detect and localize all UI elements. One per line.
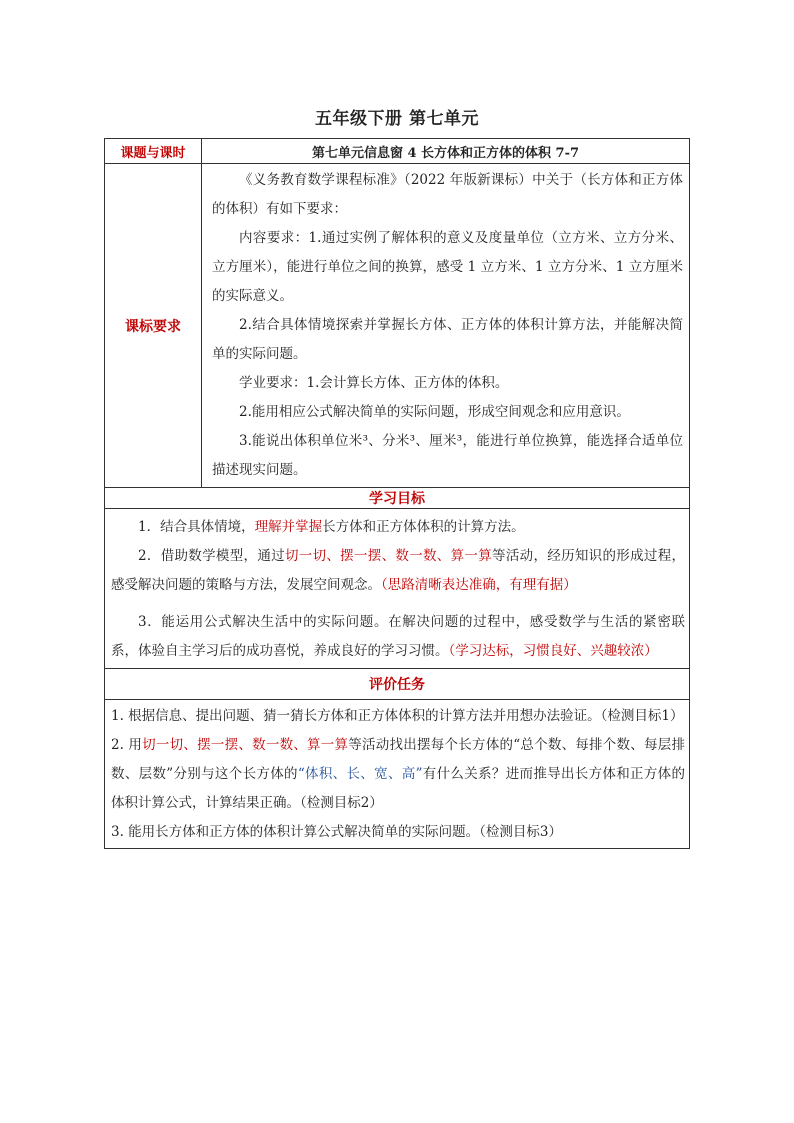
objective-3-criteria: （学习达标，习惯良好、兴趣较浓） bbox=[448, 643, 658, 659]
task-1: 1. 根据信息、提出问题、猜一猜长方体和正方体体积的计算方法并用想办法验证。（检测目标1） bbox=[111, 708, 684, 724]
tasks-header-row bbox=[105, 669, 690, 700]
task-2-text-c: 有什么关系？进而推导出长方体和正方体的体积计算公式，计算结果正确。（检测目标2） bbox=[111, 766, 685, 811]
objective-1-text-b: 长方体和正方体体积的计算方法。 bbox=[322, 519, 525, 535]
task-2-activities: 切一切、摆一摆、数一数、算一算 bbox=[142, 737, 349, 753]
objective-3 bbox=[111, 608, 685, 666]
lesson-value: 第七单元信息窗 4 长方体和正方体的体积 7-7 bbox=[202, 139, 690, 164]
objective-2-text-a: 2．借助数学模型，通过 bbox=[138, 548, 285, 564]
task-2-text-b: 等活动找出摆每个长方体的“总个数、每排个数、每层排数、层数”分别与这个长方体的 bbox=[111, 737, 686, 782]
lesson-row bbox=[105, 139, 690, 164]
objective-2-activities: 切一切、摆一摆、数一数、算一算 bbox=[284, 548, 493, 564]
objective-1-highlight: 理解并掌握 bbox=[254, 519, 323, 535]
objective-1-text-a: 1．结合具体情境， bbox=[138, 519, 255, 535]
lesson-plan-table bbox=[104, 138, 690, 849]
task-2 bbox=[111, 731, 685, 818]
objective-1 bbox=[111, 513, 685, 542]
tasks-content bbox=[105, 700, 690, 849]
standards-content bbox=[202, 164, 690, 488]
tasks-row bbox=[105, 700, 690, 849]
academic-requirement-3: 3.能说出体积单位米³、分米³、厘米³，能进行单位换算，能选择合适单位描述现实问题。 bbox=[212, 433, 683, 478]
lesson-label: 课题与课时 bbox=[105, 139, 202, 164]
task-3: 3. 能用长方体和正方体的体积计算公式解决简单的实际问题。（检测目标3） bbox=[111, 824, 563, 840]
objective-3-text: 3．能运用公式解决生活中的实际问题。在解决问题的过程中，感受数学与生活的紧密联系，体验自主学习后的成功喜悦，养成良好的学习习惯。 bbox=[111, 614, 685, 659]
academic-requirement-1: 学业要求：1.会计算长方体、正方体的体积。 bbox=[239, 375, 509, 391]
objective-2 bbox=[111, 542, 685, 600]
objectives-row bbox=[105, 509, 690, 669]
objectives-header-row bbox=[105, 488, 690, 509]
academic-requirement-2: 2.能用相应公式解决简单的实际问题，形成空间观念和应用意识。 bbox=[239, 404, 630, 420]
objectives-content bbox=[105, 509, 690, 669]
standards-row bbox=[105, 164, 690, 488]
task-2-dimensions: “体积、长、宽、高” bbox=[297, 766, 423, 782]
standards-intro: 《义务教育数学课程标准》（2022 年版新课标）中关于（长方体和正方体的体积）有如下要求： bbox=[212, 172, 683, 217]
task-2-text-a: 2. 用 bbox=[111, 737, 143, 753]
objective-2-criteria: （思路清晰表达准确，有理有据） bbox=[381, 577, 577, 593]
objective-2-text-b: 等活动，经历知识的形成过程，感受解决问题的策略与方法，发展空间观念。 bbox=[111, 548, 686, 593]
standards-label: 课标要求 bbox=[105, 164, 202, 488]
content-requirement-2: 2.结合具体情境探索并掌握长方体、正方体的体积计算方法，并能解决简单的实际问题。 bbox=[212, 317, 683, 362]
content-requirement-1: 内容要求：1.通过实例了解体积的意义及度量单位（立方米、立方分米、立方厘米），能进行单位之间的换算，感受 1 立方米、1 立方分米、1 立方厘米的实际意义。 bbox=[212, 230, 683, 304]
tasks-header: 评价任务 bbox=[105, 669, 690, 700]
page-title: 五年级下册 第七单元 bbox=[315, 109, 479, 129]
objectives-header: 学习目标 bbox=[105, 488, 690, 509]
